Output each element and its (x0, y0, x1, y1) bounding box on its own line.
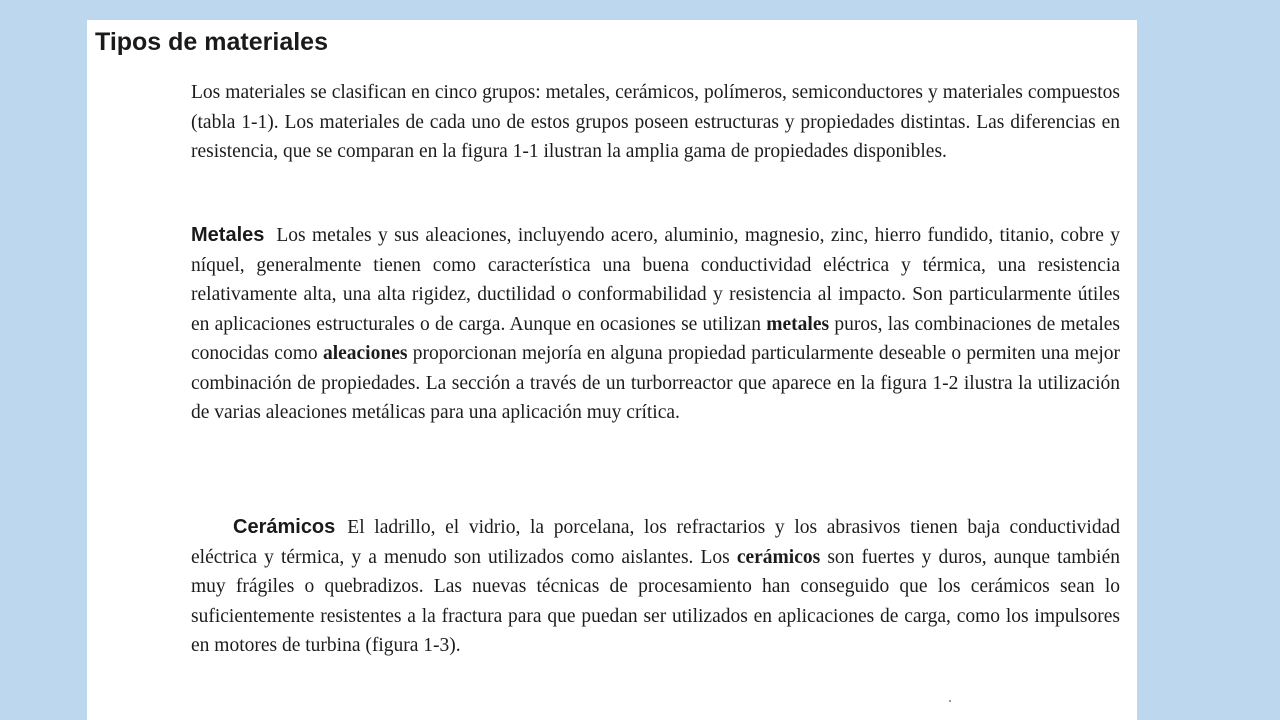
metales-paragraph (191, 221, 1120, 428)
ceramicos-heading: Cerámicos (233, 516, 336, 538)
ceramicos-paragraph (191, 513, 1120, 661)
metales-text-2: puros, las combinaciones de metales conocidas como (191, 313, 1121, 364)
ceramicos-text-2: son fuertes y duros, aunque también muy frágiles o quebradizos. Las nuevas técnicas de procesamiento han conseguido que los cerámicos sean lo suficientemente resistentes a la fractura para que puedan ser utilizados en aplicaciones de carga, como los impulsores en motores de turbina (figura 1-3). (191, 546, 1120, 656)
metales-text-1: Los metales y sus aleaciones, incluyendo acero, aluminio, magnesio, zinc, hierro fundido, titanio, cobre y níquel, generalmente tienen como característica una buena conductividad eléctrica y térmica, una resistencia relativamente alta, una alta rigidez, ductilidad o conformabilidad y resistencia al impacto. Son particularmente útiles en aplicaciones estructurales o de carga. Aunque en ocasiones se utilizan (191, 225, 1120, 335)
document-page (87, 20, 1137, 720)
metales-heading: Metales (191, 224, 265, 246)
scan-speck (949, 700, 951, 702)
intro-paragraph: Los materiales se clasifican en cinco grupos: metales, cerámicos, polímeros, semiconductores y materiales compuestos (tabla 1-1). Los materiales de cada uno de estos grupos poseen estructuras y propiedades distintas. Las diferencias en resistencia, que se comparan en la figura 1-1 ilustran la amplia gama de propiedades disponibles. (191, 82, 1120, 162)
metales-bold-aleaciones: aleaciones (322, 343, 408, 364)
ceramicos-bold-ceramicos: cerámicos (736, 546, 821, 568)
section-title: Tipos de materiales (95, 28, 328, 56)
metales-bold-metales: metales (766, 313, 830, 335)
metales-text-3: proporcionan mejoría en alguna propiedad particularmente deseable o permiten una mejor combinación de propiedades. La sección a través de un turborreactor que aparece en la figura 1-2 ilustra la utilización de varias aleaciones metálicas para una aplicación muy crítica. (191, 343, 1121, 423)
ceramicos-text-1: El ladrillo, el vidrio, la porcelana, los refractarios y los abrasivos tienen baja conductividad eléctrica y térmica, y a menudo son utilizados como aislantes. Los (191, 517, 1120, 568)
